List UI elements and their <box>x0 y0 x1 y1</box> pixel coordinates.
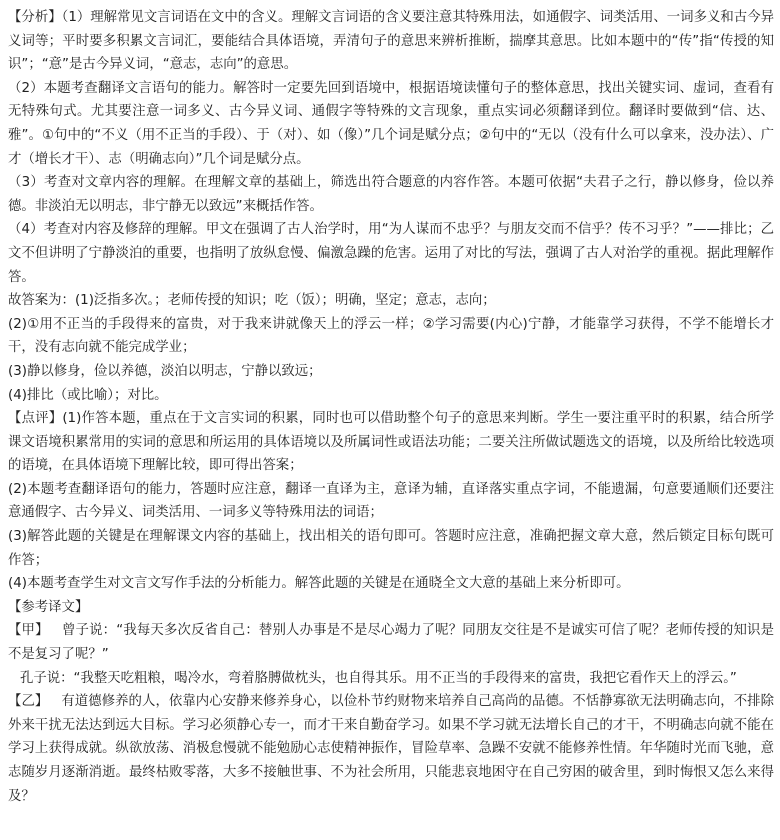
answer-2: (2)①用不正当的手段得来的富贵，对于我来讲就像天上的浮云一样；②学习需要(内心)宁静，才能靠学习获得，不学不能增长才干，没有志向就不能完成学业； <box>8 316 774 356</box>
answer-3: (3)静以修身，俭以养德，淡泊以明志，宁静以致远； <box>8 363 322 379</box>
answer-intro: 故答案为：(1)泛指多次。；老师传授的知识；吃（饭）；明确，坚定；意志，志向； <box>8 293 496 309</box>
comment-2: (2)本题考查翻译语句的能力，答题时应注意，翻译一直译为主，意译为辅，直译落实重点字词，不能遗漏，句意要通顺们还要注意通假字、古今异义、词类活用、一词多义等特殊用法的词语； <box>8 481 774 521</box>
translation-yi <box>8 690 774 808</box>
yi-label: 【乙】 <box>8 694 49 710</box>
jia-text: 曾子说：“我每天多次反省自己：替别人办事是不是尽心竭力了呢？同朋友交往是不是诚实可信了呢？老师传授的知识是不是复习了呢？” <box>8 623 774 663</box>
comment-1: 【点评】(1)作答本题，重点在于文言实词的积累，同时也可以借助整个句子的意思来判断。学生一要注重平时的积累，结合所学课文语境积累常用的实词的意思和所运用的具体语境以及所属词性或语法功能；二要关注所做试题选文的语境，以及所给比较选项的语境，在具体语境下理解比较，即可得出答案； <box>8 411 774 474</box>
comment-3: (3)解答此题的关键是在理解课文内容的基础上，找出相关的语句即可。答题时应注意，准确把握文章大意，然后锁定目标句既可作答； <box>8 529 774 568</box>
translation-heading: 【参考译文】 <box>8 599 89 615</box>
analysis-paragraph-3: （3）考查对文章内容的理解。在理解文章的基础上，筛选出符合题意的内容作答。本题可依据“夫君子之行，静以修身，俭以养德。非淡泊无以明志，非宁静无以致远”来概括作答。 <box>8 175 774 214</box>
translation-jia <box>8 619 774 666</box>
yi-text: 有道德修养的人，依靠内心安静来修养身心，以俭朴节约财物来培养自己高尚的品德。不恬静寡欲无法明确志向，不排除外来干扰无法达到远大目标。学习必须静心专一，而才干来自勤奋学习。如果不学习就无法增长自己的才干，不明确志向就不能在学习上获得成就。纵欲放荡、消极怠慢就不能勉励心志使精神振作，冒险草率、急躁不安就不能修养性情。年华随时光而飞驰，意志随岁月逐渐消逝。最终枯败零落，大多不接触世事、不为社会所用，只能悲哀地困守在自己穷困的破舍里，到时悔恨又怎么来得及？ <box>8 694 775 804</box>
analysis-paragraph-2: （2）本题考查翻译文言语句的能力。解答时一定要先回到语境中，根据语境读懂句子的整体意思，找出关键实词、虚词，查看有无特殊句式。尤其要注意一词多义、古今异义词、通假字等特殊的文言现象，重点实词必须翻译到位。翻译时要做到“信、达、雅”。①句中的“不义（用不正当的手段）、于（对）、如（像）”几个词是赋分点；②句中的“无以（没有什么可以拿来，没办法）、广才（增长才干）、志（明确志向）”几个词是赋分点。 <box>8 80 774 167</box>
translation-jia-confucius: 孔子说：“我整天吃粗粮，喝冷水，弯着胳膊做枕头，也自得其乐。用不正当的手段得来的富贵，我把它看作天上的浮云。” <box>20 670 737 686</box>
analysis-paragraph-4: （4）考查对内容及修辞的理解。甲文在强调了古人治学时，用“为人谋而不忠乎？与朋友交而不信乎？传不习乎？”——排比；乙文不但讲明了宁静淡泊的重要，也指明了放纵怠慢、偏激急躁的危害。运用了对比的写法，强调了古人对治学的重视。据此理解作答。 <box>8 222 774 285</box>
analysis-paragraph-1: 【分析】（1）理解常见文言词语在文中的含义。理解文言词语的含义要注意其特殊用法，如通假字、词类活用、一词多义和古今异义词等；平时要多积累文言词汇，要能结合具体语境，弄清句子的意思来辨析推断，揣摩其意思。比如本题中的“传”指“传授的知识”；“意”是古今异义词，“意志，志向”的意思。 <box>8 10 774 73</box>
answer-4: (4)排比（或比喻）；对比。 <box>8 387 168 403</box>
jia-label: 【甲】 <box>8 623 49 639</box>
comment-4: (4)本题考查学生对文言文写作手法的分析能力。解答此题的关键是在通晓全文大意的基础上来分析即可。 <box>8 576 630 592</box>
